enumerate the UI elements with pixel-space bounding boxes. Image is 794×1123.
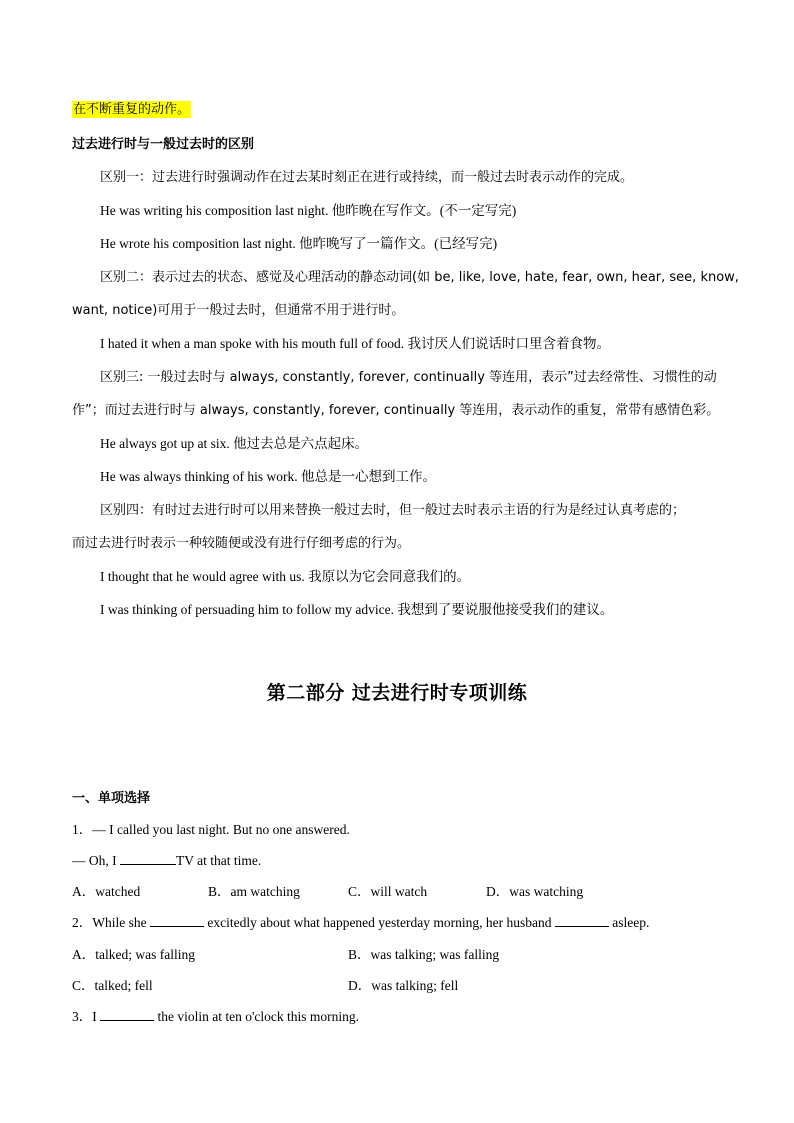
q2-option-c[interactable]: C．talked; fell bbox=[72, 978, 153, 993]
question-1-prefix: — Oh, I bbox=[72, 853, 120, 868]
q2-option-d[interactable]: D．was talking; fell bbox=[348, 978, 459, 993]
difference-2-line-2: want, notice)可用于一般过去时，但通常不用于进行时。 bbox=[72, 303, 405, 318]
question-3-suffix: the violin at ten o'clock this morning. bbox=[154, 1009, 360, 1024]
example-1b: He wrote his composition last night. 他昨晚写了一篇作文。(已经写完) bbox=[100, 236, 498, 251]
question-1-stem: 1．— I called you last night. But no one answered. bbox=[72, 822, 350, 837]
difference-4-line-1: 区别四：有时过去进行时可以用来替换一般过去时，但一般过去时表示主语的行为是经过认真考虑的； bbox=[100, 503, 686, 518]
question-2-middle: excitedly about what happened yesterday morning, her husband bbox=[203, 915, 555, 930]
answer-blank[interactable] bbox=[120, 852, 176, 865]
q1-option-a[interactable]: A．watched bbox=[72, 884, 141, 899]
difference-1: 区别一：过去进行时强调动作在过去某时刻正在进行或持续，而一般过去时表示动作的完成。 bbox=[100, 170, 634, 185]
question-1-line-2 bbox=[72, 852, 261, 870]
q1-option-c[interactable]: C．will watch bbox=[348, 884, 428, 899]
answer-blank[interactable] bbox=[100, 1008, 154, 1021]
difference-3-line-2: 作”；而过去进行时与 always, constantly, forever, continually 等连用，表示动作的重复，常带有感情色彩。 bbox=[72, 403, 720, 418]
answer-blank[interactable] bbox=[555, 914, 609, 927]
question-2-prefix: 2．While she bbox=[72, 915, 150, 930]
question-3-stem bbox=[72, 1008, 359, 1026]
question-3-prefix: 3．I bbox=[72, 1009, 101, 1024]
q2-option-a[interactable]: A．talked; was falling bbox=[72, 947, 195, 962]
question-1-suffix: TV at that time. bbox=[176, 853, 262, 868]
example-3b: He was always thinking of his work. 他总是一心想到工作。 bbox=[100, 469, 436, 484]
q1-option-b[interactable]: B．am watching bbox=[208, 884, 300, 899]
q2-option-b[interactable]: B．was talking; was falling bbox=[348, 947, 500, 962]
highlight-span: 在不断重复的动作。 bbox=[73, 102, 191, 117]
difference-3-line-1: 区别三: 一般过去时与 always, constantly, forever, continually 等连用，表示”过去经常性、习惯性的动 bbox=[100, 370, 717, 385]
part-title: 第二部分 过去进行时专项训练 bbox=[266, 682, 528, 704]
q1-option-d[interactable]: D．was watching bbox=[486, 884, 584, 899]
answer-blank[interactable] bbox=[150, 914, 204, 927]
difference-4-line-2: 而过去进行时表示一种较随便或没有进行仔细考虑的行为。 bbox=[72, 536, 411, 551]
section-heading: 过去进行时与一般过去时的区别 bbox=[72, 137, 255, 152]
question-2-stem bbox=[72, 914, 649, 932]
example-3a: He always got up at six. 他过去总是六点起床。 bbox=[100, 436, 369, 451]
exercise-heading: 一、单项选择 bbox=[72, 791, 151, 806]
example-4b: I was thinking of persuading him to follow my advice. 我想到了要说服他接受我们的建议。 bbox=[100, 602, 614, 617]
question-2-suffix: asleep. bbox=[608, 915, 650, 930]
example-2: I hated it when a man spoke with his mouth full of food. 我讨厌人们说话时口里含着食物。 bbox=[100, 336, 610, 351]
highlighted-text bbox=[72, 101, 191, 119]
example-4a: I thought that he would agree with us. 我原以为它会同意我们的。 bbox=[100, 569, 471, 584]
difference-2-line-1: 区别二：表示过去的状态、感觉及心理活动的静态动词(如 be, like, love, hate, fear, own, hear, see, know, bbox=[100, 270, 739, 285]
example-1a: He was writing his composition last night. 他昨晚在写作文。(不一定写完) bbox=[100, 203, 517, 218]
